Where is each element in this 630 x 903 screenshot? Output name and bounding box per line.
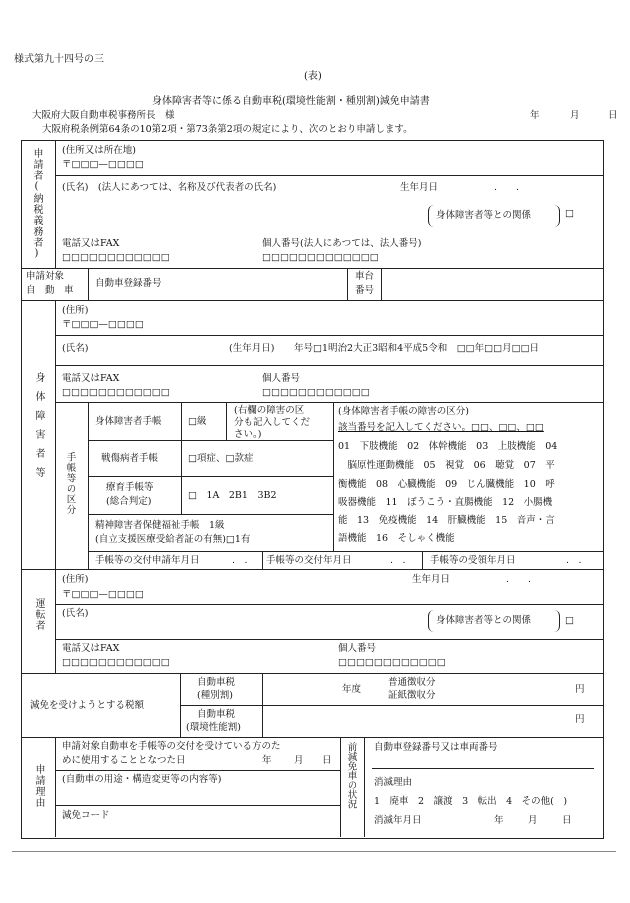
disabled-rule-address (55, 335, 603, 336)
handbook-rule-2 (88, 476, 333, 477)
vehicle-body-divider-left (347, 268, 348, 300)
driver-birth-dots: . . (506, 574, 532, 585)
category-line: 衡機能 08 心臓機能 09 じん臓機能 10 呼 (338, 479, 555, 490)
applicant-section-label: 申請者(納税義務者) (31, 148, 42, 260)
applicant-address-label: (住所又は所在地) (62, 145, 136, 156)
rule-vehicle-disabled (21, 300, 603, 301)
mental-handbook-line2: (自立支援医療受給者証の有無)□1有 (95, 534, 251, 545)
disabled-birth-label: (生年月日) (229, 343, 275, 354)
rule-disabled-driver (21, 569, 603, 570)
vehicle-label-divider (88, 268, 89, 300)
disabled-personal-number-label: 個人番号 (262, 373, 301, 384)
applicant-birth-label: 生年月日 (400, 182, 439, 193)
rule-tax-reason (21, 737, 603, 738)
driver-label-divider (55, 569, 56, 673)
tax-label: 減免を受けようとする税額 (30, 700, 145, 711)
disabled-section-label: 身体障害者等 (33, 372, 44, 486)
category-line: 脳原性運動機能 05 視覚 06 聴覚 07 平 (338, 460, 555, 471)
handbook-rule-dates (88, 551, 603, 552)
footer-rule (12, 851, 616, 852)
reason-usage-line1: 申請対象自動車を手帳等の交付を受けている方のた (62, 741, 281, 752)
disabled-rule-phone (55, 402, 603, 403)
vehicle-body-number-line2: 番号 (355, 285, 375, 296)
vehicle-label-line1: 申請対象 (26, 271, 65, 282)
date-divider-2 (422, 551, 423, 569)
reason-usage-year: 年 (262, 755, 272, 766)
category-title: (身体障害者手帳の障害の区分) (338, 406, 469, 417)
handbook-receive-date-dots: . . (566, 555, 582, 566)
previous-cancel-month: 月 (528, 815, 538, 826)
reason-usage-line2: めに使用することとなつた日 (62, 755, 186, 766)
vehicle-label-line2: 自 動 車 (26, 285, 74, 296)
driver-name-label: (氏名) (62, 608, 89, 619)
driver-relation-label: 身体障害者等との関係 (436, 615, 532, 626)
previous-cancel-day: 日 (562, 815, 572, 826)
driver-relation-checkbox[interactable]: □ (565, 615, 574, 626)
handbook-name-divider (181, 402, 182, 514)
previous-left-divider (340, 737, 341, 837)
right-note-line1: (右欄の障害の区 (234, 405, 305, 416)
statement: 大阪府税条例第64条の10第2項・第73条第2項の規定により、次のとおり申請します。 (42, 124, 413, 135)
handbook-grade-divider (226, 402, 227, 440)
reason-rule-2 (55, 805, 340, 806)
vehicle-registration-label: 自動車登録番号 (95, 278, 162, 289)
driver-address-label: (住所) (62, 574, 89, 585)
driver-phone-label: 電話又はFAX (62, 643, 120, 654)
right-note-line2: 分も記入してくだ (234, 417, 311, 428)
applicant-phone-boxes[interactable]: □□□□□□□□□□□□ (62, 252, 170, 263)
category-line: 吸器機能 11 ぼうこう・直腸機能 12 小腸機 (338, 497, 553, 508)
physical-handbook-grade[interactable]: □級 (188, 416, 207, 427)
disabled-rule-name (55, 365, 603, 366)
tax-certificate-collection: 証紙徴収分 (388, 690, 436, 701)
disabled-personal-number-boxes[interactable]: □□□□□□□□□□□□ (262, 387, 370, 398)
tax-fiscal-year: 年度 (342, 684, 362, 695)
disabled-name-label: (氏名) (62, 343, 89, 354)
tax-yen-1: 円 (575, 684, 585, 695)
applicant-relation-checkbox[interactable]: □ (565, 208, 574, 219)
previous-reg-number-label: 自動車登録番号又は車両番号 (374, 742, 498, 753)
handbook-rule-3 (88, 514, 333, 515)
applicant-phone-label: 電話又はFAX (62, 238, 120, 249)
disabled-phone-label: 電話又はFAX (62, 373, 120, 384)
tax-ownership-line1: 自動車税 (197, 677, 236, 688)
previous-cancel-reason: 消滅理由 (374, 777, 413, 788)
date-divider-1 (262, 551, 263, 569)
vehicle-body-divider-right (381, 268, 382, 300)
applicant-personal-number-label: 個人番号(法人にあつては、法人番号) (262, 238, 422, 249)
rehab-handbook-line2: (総合判定) (106, 496, 152, 507)
tax-ownership-line2: (種別割) (197, 690, 233, 701)
handbook-apply-date-label: 手帳等の交付申請年月日 (95, 555, 200, 566)
handbook-rule-1 (88, 440, 333, 441)
applicant-postal-code: 〒□□□—□□□□ (62, 159, 144, 170)
disabled-address-label: (住所) (62, 305, 89, 316)
category-line: 能 13 免疫機能 14 肝臓機能 15 音声・言 (338, 515, 555, 526)
reason-usage-day: 日 (322, 755, 332, 766)
reason-section-label: 申請理由 (33, 764, 44, 808)
reason-exemption-code: 減免コード (62, 810, 110, 821)
handbook-issue-date-dots: . . (390, 555, 406, 566)
driver-rule-address (55, 604, 603, 605)
category-line: 語機能 16 そしゃく機能 (338, 533, 455, 544)
rule-driver-tax (21, 673, 603, 674)
vehicle-body-number-line1: 車台 (355, 271, 375, 282)
tax-env-line2: (環境性能割) (186, 722, 241, 733)
header-year-label: 年 (530, 110, 540, 121)
applicant-label-divider (55, 140, 56, 268)
driver-rule-name (55, 639, 603, 640)
rehab-handbook-options[interactable]: □ 1A 2B1 3B2 (188, 490, 277, 501)
form-title: 身体障害者等に係る自動車税(環境性能割・種別割)減免申請書 (152, 96, 430, 107)
previous-cancel-date: 消滅年月日 (374, 815, 422, 826)
driver-personal-number-label: 個人番号 (338, 643, 377, 654)
applicant-name-label: (氏名) (法人にあつては、名称及び代表者の氏名) (62, 182, 277, 193)
driver-phone-boxes[interactable]: □□□□□□□□□□□□ (62, 657, 170, 668)
disabled-birth-value: 年号□1明治2大正3昭和4平成5令和 □□年□□月□□日 (294, 343, 540, 354)
right-note-line3: さい。) (234, 429, 262, 440)
handbook-section-label: 手帳等の区分 (64, 452, 76, 515)
driver-personal-number-boxes[interactable]: □□□□□□□□□□□□ (338, 657, 446, 668)
reason-usage-month: 月 (294, 755, 304, 766)
tax-yen-2: 円 (575, 714, 585, 725)
addressee: 大阪府大阪自動車税事務所長 様 (32, 110, 175, 121)
handbook-issue-date-label: 手帳等の交付年月日 (266, 555, 352, 566)
driver-birth-label: 生年月日 (412, 574, 451, 585)
previous-vehicle-label: 前減免車の状況 (345, 742, 357, 809)
driver-postal-code: 〒□□□—□□□□ (62, 589, 144, 600)
disabled-postal-code: 〒□□□—□□□□ (62, 319, 144, 330)
previous-rule-1 (372, 768, 594, 769)
war-handbook-label: 戦傷病者手帳 (101, 453, 159, 464)
handbook-apply-date-dots: . . (232, 555, 248, 566)
previous-label-divider (364, 737, 365, 837)
form-side-label: (表) (304, 71, 322, 82)
handbook-category-divider (333, 402, 334, 551)
applicant-rule-address (55, 175, 603, 176)
previous-cancel-year: 年 (494, 815, 504, 826)
war-handbook-options[interactable]: □項症、□款症 (188, 453, 254, 464)
applicant-birth-dots: . . (494, 182, 520, 193)
driver-section-label: 運転者 (33, 598, 44, 631)
reason-rule-1 (55, 770, 340, 771)
category-instruction[interactable]: 該当番号を記入してください。□□、□□、□□ (338, 422, 544, 433)
category-line: 01 下肢機能 02 体幹機能 03 上肢機能 04 (338, 441, 558, 452)
tax-normal-collection: 普通徴収分 (388, 677, 436, 688)
disabled-phone-boxes[interactable]: □□□□□□□□□□□□ (62, 387, 170, 398)
tax-env-line1: 自動車税 (197, 709, 236, 720)
form-number: 様式第九十四号の三 (14, 54, 104, 65)
handbook-receive-date-label: 手帳等の受領年月日 (430, 555, 516, 566)
header-month-label: 月 (570, 110, 580, 121)
tax-rule-middle (180, 705, 603, 706)
reason-usage-structure: (自動車の用途・構造変更等の内容等) (62, 774, 222, 785)
reason-label-divider (55, 737, 56, 837)
physical-handbook-label: 身体障害者手帳 (95, 416, 162, 427)
applicant-relation-label: 身体障害者等との関係 (436, 210, 532, 221)
mental-handbook-line1: 精神障害者保健福祉手帳 1級 (95, 520, 225, 531)
header-day-label: 日 (608, 110, 618, 121)
disabled-label-divider (55, 300, 56, 569)
previous-cancel-options[interactable]: 1 廃車 2 譲渡 3 転出 4 その他( ) (374, 796, 568, 807)
handbook-label-divider (88, 402, 89, 569)
rule-applicant-vehicle (21, 268, 603, 269)
rehab-handbook-line1: 療育手帳等 (106, 482, 154, 493)
applicant-personal-number-boxes[interactable]: □□□□□□□□□□□□□ (262, 252, 379, 263)
